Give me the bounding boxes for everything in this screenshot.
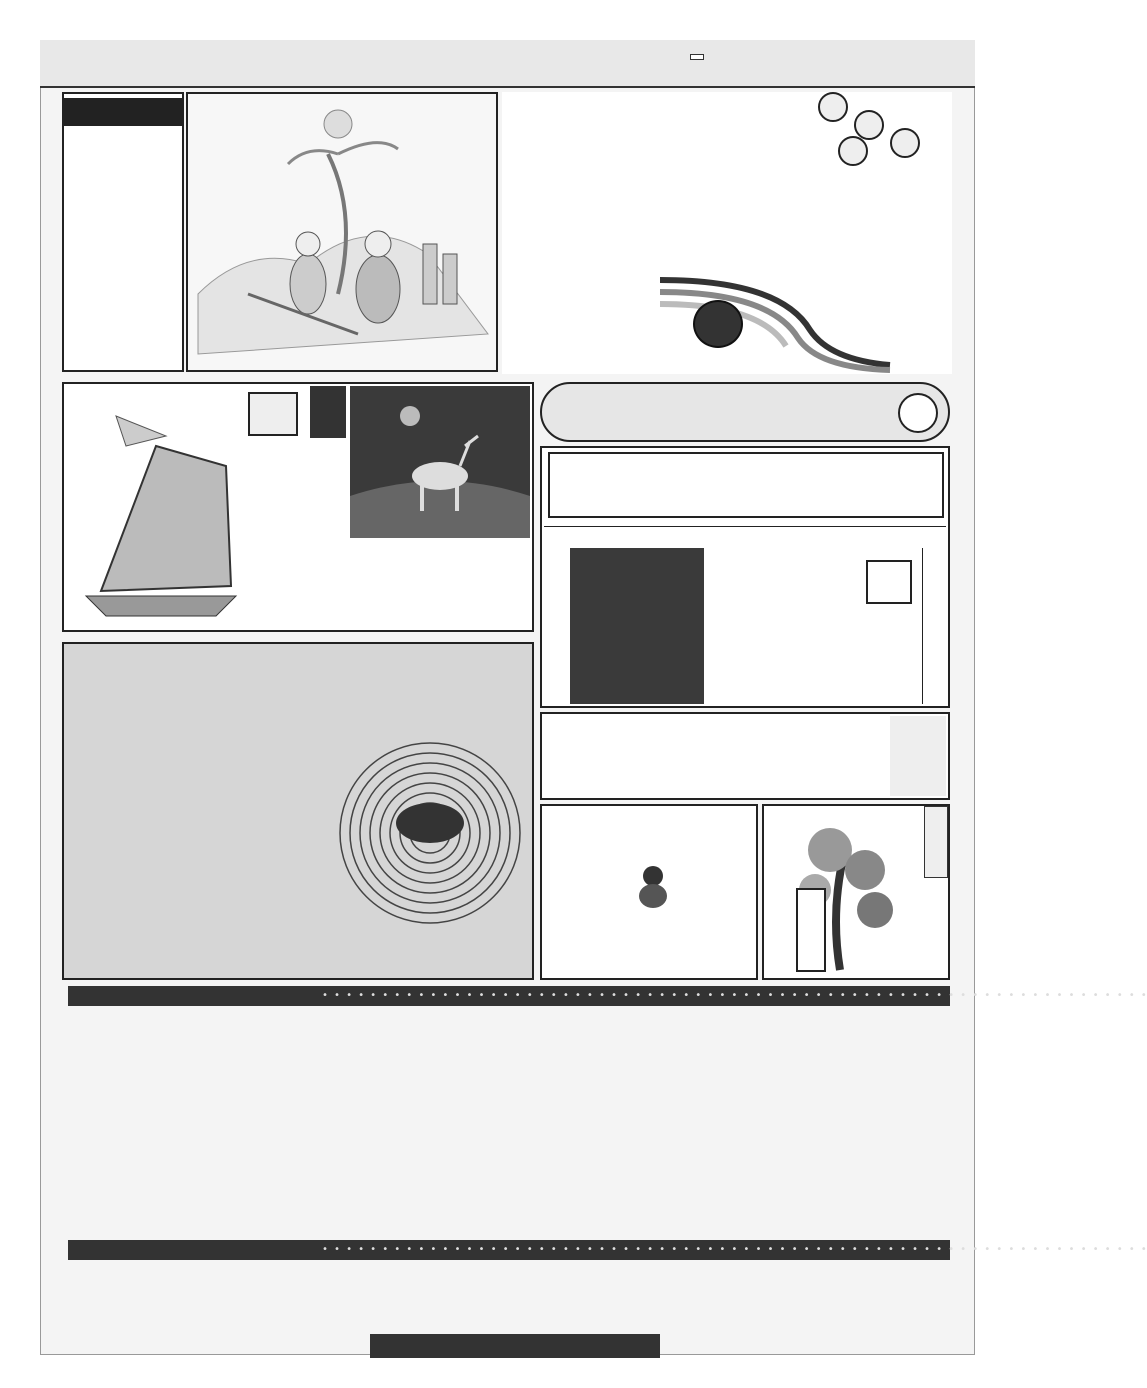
side-strip-right (955, 92, 973, 1342)
jiehua-icon (248, 392, 298, 436)
jiehua-label (310, 386, 346, 438)
side-strip-left (42, 92, 60, 1342)
coin-icon (818, 92, 848, 122)
coin-icon (890, 128, 920, 158)
ji-badge (866, 560, 912, 604)
jieshang-label (890, 716, 946, 796)
last-result-special (898, 393, 938, 433)
jieshang-text (598, 716, 888, 796)
stats-header-dots: • • • • • • • • • • • • • • • • • • • • • • • • • • • • • • • • • • • • • • • • • • • • • • • • • • • • • • • • • • • • • • • • • • • • • (322, 1244, 1147, 1255)
tree-illustration (770, 810, 920, 975)
deer-illustration (350, 386, 530, 538)
issue-number (690, 54, 704, 60)
logo-coins (818, 92, 948, 182)
notice-body (70, 135, 178, 345)
coin-icon (838, 136, 868, 166)
pillar-top-row (544, 526, 946, 527)
focus-box (570, 548, 704, 704)
sages-illustration (186, 92, 498, 372)
badge-icon (690, 300, 746, 360)
boat-illustration (66, 386, 242, 628)
history-header-dots: • • • • • • • • • • • • • • • • • • • • • • • • • • • • • • • • • • • • • • • • • • • • • • • • • • • • • • • • • • • • • • • • • • • • • (322, 990, 1147, 1001)
footer-bar (370, 1334, 660, 1358)
tree-code (796, 888, 826, 972)
pillar-left-col (544, 548, 566, 704)
last-result-bar (540, 382, 950, 442)
pillar-right-col (922, 548, 946, 704)
spiral-illustration (330, 738, 530, 928)
logo-poem (515, 238, 557, 366)
tree-label (924, 806, 948, 878)
boat-lines (120, 450, 128, 560)
monkey-icon (628, 860, 678, 910)
notice-title (64, 98, 182, 126)
four-pillars-title (548, 452, 944, 518)
pillar-mid-col (708, 548, 730, 704)
coin-icon (854, 110, 884, 140)
header-bar (40, 40, 975, 88)
